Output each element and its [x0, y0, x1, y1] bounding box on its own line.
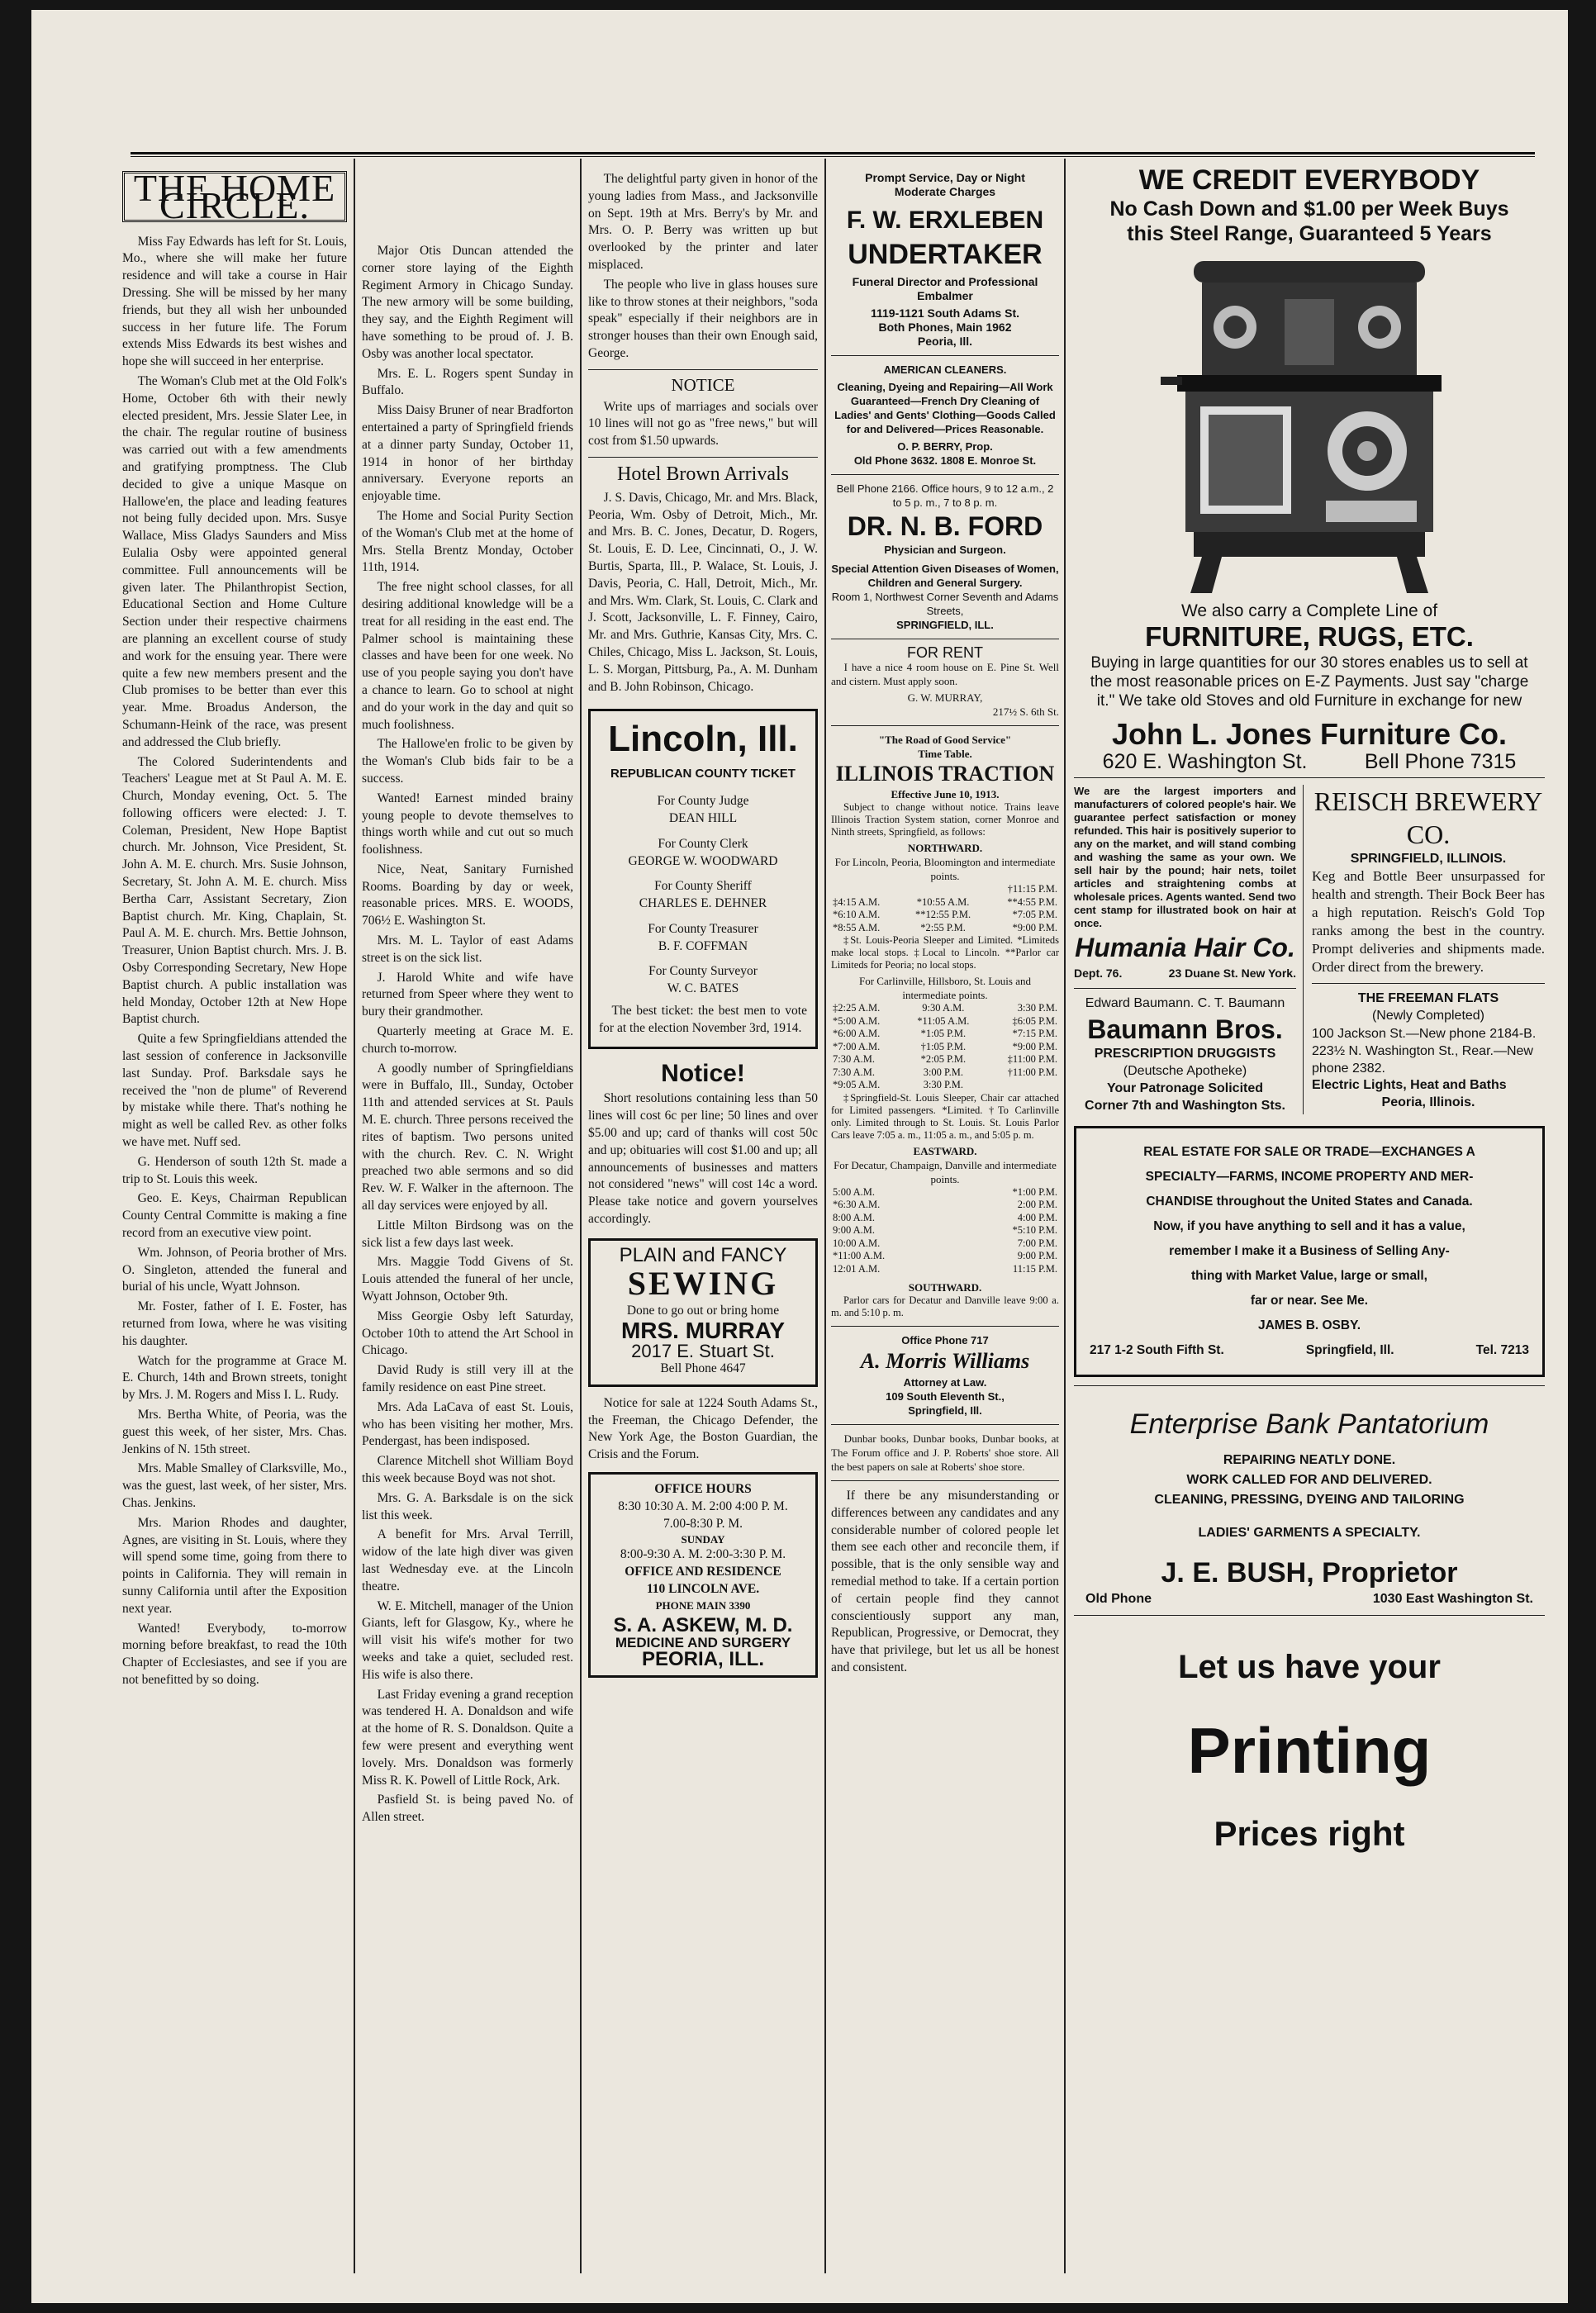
humania-body: We are the largest importers and manufacturers of colored people's hair. We guarantee perfect satisfaction or money refunded. This hair is positively superior to any on the market, and will stand combing and washing the same as your own. We sell hair by the pound; hair nets, toilet articles and straightening combs at wholesale prices. Agents wanted. Send two cent stamp for illustrated book on hair at once. [1074, 784, 1296, 929]
rent-addr: 217½ S. 6th St. [992, 705, 1059, 718]
rent-heading: FOR RENT [907, 644, 983, 661]
left-sub [1074, 785, 1304, 1115]
news-item: Nice, Neat, Sanitary Furnished Rooms. Boarding by day or week, reasonable prices. MRS. E. WOODS, 706½ E. Washington St. [362, 862, 573, 929]
divider [1074, 988, 1296, 989]
timetable-cell: 5:00 A.M. [833, 1185, 876, 1198]
sewing-line1: PLAIN and FANCY [619, 1243, 787, 1266]
reisch-city: SPRINGFIELD, ILLINOIS. [1350, 851, 1507, 866]
party-item: The delightful party given in honor of the young ladies from Mass., and Jacksonville on Sept. 19th at Mrs. Berry's by Mr. and Mrs. O. P. Berry was written up but overlooked by the printer and later misplaced. [588, 172, 818, 272]
rent-text: I have a nice 4 room house on E. Pine St. Well and cistern. Must apply soon. [831, 661, 1059, 687]
erxleben-sub: Funeral Director and Professional Embalmer [852, 275, 1038, 302]
cleaners-heading: AMERICAN CLEANERS. [883, 363, 1007, 376]
askew-addr: 110 LINCOLN AVE. [646, 1582, 760, 1596]
timetable-cell: *8:55 A.M. [833, 921, 881, 933]
ticket-office: For County Treasurer [648, 921, 758, 936]
timetable-cell: *10:55 A.M. [916, 895, 970, 908]
humania-name: Humania Hair Co. [1075, 932, 1295, 962]
northward-heading: NORTHWARD. [907, 842, 983, 854]
erxleben-ad [831, 171, 1059, 349]
timetable-cell [831, 883, 902, 896]
news-item: Miss Fay Edwards has left for St. Louis, Mo., where she will make her future residence and will take a course in Hair Dressing. She will be missed by her many friends, but they all wish her unbounded success in her future life. The Forum extends Miss Edwards its best wishes and hope she will succeed in her enterprise. [122, 234, 347, 369]
lincoln-subtitle: REPUBLICAN COUNTY TICKET [610, 767, 796, 781]
credit-head: WE CREDIT EVERYBODY [1138, 164, 1480, 196]
osby-line1: Now, if you have anything to sell and it has a value, [1153, 1219, 1465, 1234]
enterprise-line3: CLEANING, PRESSING, DYEING AND TAILORING [1154, 1493, 1465, 1508]
osby-line2: remember I make it a Business of Selling Any- [1169, 1244, 1450, 1259]
traction-slogan: "The Road of Good Service" [878, 734, 1012, 746]
osby-head3: CHANDISE throughout the United States and Canada. [1146, 1194, 1473, 1209]
news-item: Mrs. Maggie Todd Givens of St. Louis attended the funeral of her uncle, Wyatt Johnson, October 9th. [362, 1255, 573, 1304]
timetable-cell: ‡4:15 A.M. [833, 895, 881, 908]
freeman-city: Peoria, Illinois. [1381, 1095, 1475, 1109]
enterprise-line2: WORK CALLED FOR AND DELIVERED. [1186, 1473, 1432, 1488]
traction-effective: Effective June 10, 1913. [891, 788, 1000, 800]
erxleben-top2: Moderate Charges [894, 185, 996, 198]
ticket-candidate: B. F. COFFMAN [658, 938, 748, 953]
timetable-cell: 11:15 P.M. [1012, 1262, 1057, 1275]
baumann-sub: PRESCRIPTION DRUGGISTS [1094, 1047, 1276, 1062]
mid-row [1074, 785, 1545, 1115]
askew-specialty: MEDICINE AND SURGERY [615, 1634, 791, 1650]
credit-body: Buying in large quantities for our 30 stores enables us to sell at the most reasonable prices on E-Z Payments. Just say "charge it." We take old Stoves and old Furniture in exchange for new [1090, 653, 1529, 710]
news-item: Little Milton Birdsong was on the sick list a few days last week. [362, 1218, 573, 1250]
ford-phone: Bell Phone 2166. Office hours, 9 to 12 a.m., 2 to 5 p. m., 7 to 8 p. m. [836, 482, 1054, 509]
sale-text: Notice for sale at 1224 South Adams St., the Freeman, the Chicago Defender, the New York Age, the Boston Guardian, the Crisis and the Forum. [588, 1395, 818, 1462]
humania-dept: Dept. 76. [1074, 966, 1123, 980]
baumann-name: Baumann Bros. [1087, 1014, 1283, 1045]
timetable-cell: 7:00 P.M. [1017, 1237, 1057, 1249]
timetable-cell: 4:00 P.M. [1017, 1211, 1057, 1223]
osby-address: 217 1-2 South Fifth St. [1090, 1343, 1224, 1358]
timetable-cell: 10:00 A.M. [833, 1237, 881, 1249]
askew-hours3: 8:00-9:30 A. M. 2:00-3:30 P. M. [620, 1547, 786, 1562]
news-item: Mrs. M. L. Taylor of east Adams street is on the sick list. [362, 933, 573, 965]
timetable-row [831, 896, 1059, 910]
credit-footer [1074, 749, 1545, 773]
timetable-cell: **12:55 P.M. [915, 909, 971, 920]
top-rule [131, 152, 1535, 157]
column-4 [831, 171, 1059, 2302]
timetable-cell: 7:30 A.M. [833, 1066, 876, 1078]
timetable-cell [949, 1237, 957, 1251]
news-item: Miss Daisy Bruner of near Bradforton entertained a party of Springfield friends at a dinner party Sunday, October 11, 1914 in honor of her birthday anniversary. Everyone reports an enjoyable time. [362, 403, 573, 504]
northward-notes: ‡St. Louis-Peoria Sleeper and Limited. *Limiteds make local stops. ‡Local to Lincoln. **Parlor car Limiteds for Peoria; no local stops. [831, 934, 1059, 971]
timetable-cell [949, 1199, 957, 1212]
askew-hours-head: OFFICE HOURS [654, 1482, 752, 1497]
credit-sub2: this Steel Range, Guaranteed 5 Years [1127, 222, 1492, 245]
news-item: Miss Georgie Osby left Saturday, October 10th to attend the Art School in Chicago. [362, 1308, 573, 1358]
news-item: The Home and Social Purity Section of the Woman's Club met at the home of Mrs. Stella Brentz Monday, October 11th, 1914. [362, 508, 573, 575]
timetable-cell: *11:00 A.M. [833, 1250, 886, 1261]
news-item: Mrs. E. L. Rogers spent Sunday in Buffalo. [362, 366, 573, 398]
ticket-candidate: W. C. BATES [667, 981, 739, 996]
reisch-name: REISCH BREWERY CO. [1313, 786, 1543, 849]
column-3 [588, 171, 818, 2302]
timetable-cell [949, 1250, 957, 1263]
freeman-body: 100 Jackson St.—New phone 2184-B. 223½ N. Washington St., Rear.—New phone 2382. [1312, 1026, 1537, 1076]
rent-name: G. W. MURRAY, [907, 691, 983, 704]
news-item: Mrs. Ada LaCava of east St. Louis, who has been visiting her mother, Mrs. Pendergast, has been indisposed. [362, 1399, 573, 1449]
dunbar-text: Dunbar books, Dunbar books, Dunbar books, at The Forum office and J. P. Roberts' shoe store. All the best papers on sale at Roberts' shoe store. [831, 1432, 1059, 1473]
osby-head1: REAL ESTATE FOR SALE OR TRADE—EXCHANGES A [1143, 1145, 1475, 1160]
timetable-cell: *7:00 A.M. [833, 1040, 881, 1052]
timetable-cell [949, 1186, 957, 1199]
enterprise-line1: REPAIRING NEATLY DONE. [1223, 1453, 1396, 1468]
news-item: Quarterly meeting at Grace M. E. church to-morrow. [362, 1024, 573, 1056]
williams-phone: Office Phone 717 [901, 1334, 989, 1346]
steel-range-illustration [1161, 253, 1458, 600]
ticket-candidate: CHARLES E. DEHNER [639, 896, 767, 911]
timetable-cell: †11:00 P.M. [1007, 1066, 1057, 1078]
sewing-ad [588, 1238, 818, 1387]
freeman-heading: THE FREEMAN FLATS [1357, 991, 1499, 1006]
timetable-cell: *5:00 A.M. [833, 1014, 881, 1027]
sewing-address: 2017 E. Stuart St. [631, 1341, 775, 1362]
timetable-row [831, 883, 1059, 896]
ford-special: Special Attention Given Diseases of Women, Children and General Surgery. [831, 563, 1059, 589]
osby-name: JAMES B. OSBY. [1257, 1318, 1361, 1333]
williams-city: Springfield, Ill. [908, 1404, 982, 1417]
timetable-cell: 9:00 P.M. [1017, 1250, 1057, 1261]
reisch-body: Keg and Bottle Beer unsurpassed for health and strength. Their Bock Beer has a high reputation. Reisch's Gold Top ranks among the best in the country. Prompt deliveries and shipments made. Order direct from the brewery. [1312, 868, 1545, 976]
erxleben-addr: 1119-1121 South Adams St. [870, 306, 1019, 320]
baumann-patronage: Your Patronage Solicited [1106, 1081, 1264, 1095]
divider [588, 369, 818, 370]
enterprise-phone: Old Phone [1085, 1592, 1152, 1607]
timetable-cell: *6:00 A.M. [833, 1028, 881, 1039]
ford-room: Room 1, Northwest Corner Seventh and Adams Streets, [831, 591, 1059, 617]
osby-tel: Tel. 7213 [1475, 1343, 1529, 1358]
timetable-cell: †11:15 P.M. [1007, 883, 1057, 895]
osby-footer [1090, 1338, 1529, 1363]
timetable-cell: *6:10 A.M. [833, 909, 881, 920]
timetable-row [831, 1250, 1059, 1263]
timetable-cell [983, 1079, 1059, 1092]
erxleben-city: Peoria, Ill. [917, 335, 973, 348]
erxleben-top1: Prompt Service, Day or Night [865, 171, 1025, 184]
news-item: Watch for the programme at Grace M. E. Church, 14th and Brown streets, tonight by Mrs. J. M. Rogers and Miss I. L. Rudy. [122, 1353, 347, 1403]
divider [1074, 1615, 1545, 1616]
ticket-candidate: DEAN HILL [668, 810, 738, 825]
carlinville-notes: ‡Springfield-St. Louis Sleeper, Chair car attached for Limited passengers. *Limited. †To Carlinville only. Limited through to St. Louis. St. Louis Parlor Cars leave 7:05 a. m., 11:05 a. m., and 5:05 p. m. [831, 1091, 1059, 1141]
news-item: The Woman's Club met at the Old Folk's Home, October 6th with their newly elected president, Mrs. Jessie Slater Lee, in the chair. The regular routine of business was carried out with a few amendments and gratifying promptness. The Club decided to give a unique Masque on Hallowe'en, the place and leading features not being fully decided upon. Mrs. Susye Wallace, Miss Gladys Saunders and Miss Eulalia Osby were appointed general committee. Full announcements will be given later. The Philanthropist Section, Educational Section and Home Culture Section under their respective chairmens are planning an excellent course of study and work for the ensuing year. There were quite a few new members present and the Club promises to be better than ever this year. Mme. Broadus Anderson, the Schumann-Heink of the race, was present and addressed the Club briefly. [122, 373, 347, 749]
lincoln-ticket-ad [588, 709, 818, 1048]
askew-phone: PHONE MAIN 3390 [655, 1598, 751, 1612]
traction-name: ILLINOIS TRACTION [835, 762, 1055, 786]
timetable-cell [949, 1212, 957, 1225]
sewing-name: MRS. MURRAY [620, 1318, 786, 1344]
news-item: The Hallowe'en frolic to be given by the Woman's Club bids fair to be a success. [362, 737, 573, 786]
timetable-cell: 3:30 P.M. [1017, 1002, 1057, 1014]
traction-intro: Subject to change without notice. Trains leave Illinois Traction System station, corner Monroe and Ninth streets, Springfield, as follows: [831, 801, 1059, 838]
news-item: Wanted! Everybody, to-morrow morning before breakfast, to read the 10th Chapter of Ecclesiastes, and see if you are not benefitted by so doing. [122, 1621, 347, 1687]
timetable-row [831, 1053, 1059, 1066]
timetable-row [831, 1015, 1059, 1028]
timetable-row [831, 1212, 1059, 1225]
timetable-cell: 2:00 P.M. [1017, 1199, 1057, 1210]
credit-ad [1074, 164, 1545, 771]
southward-text: Parlor cars for Decatur and Danville leave 9:00 a. m. and 5:10 p. m. [831, 1294, 1059, 1318]
timetable-cell: ‡11:00 P.M. [1007, 1053, 1057, 1065]
newspaper-page [31, 10, 1568, 2303]
printing-ad [1074, 1646, 1545, 1855]
askew-name: S. A. ASKEW, M. D. [613, 1613, 793, 1636]
printing-line3: Prices right [1214, 1814, 1405, 1854]
news-item: A benefit for Mrs. Arval Terrill, widow of the late high diver was given last Wednesday eve. at the Lincoln theatre. [362, 1527, 573, 1593]
askew-hours2: 7.00-8:30 P. M. [663, 1516, 743, 1531]
timetable-cell: *2:05 P.M. [920, 1053, 967, 1065]
sewing-phone: Bell Phone 4647 [660, 1361, 746, 1376]
ford-city: SPRINGFIELD, ILL. [896, 619, 994, 631]
sewing-line2: SEWING [627, 1264, 779, 1302]
divider [831, 1424, 1059, 1425]
timetable-row [831, 1186, 1059, 1199]
enterprise-line4: LADIES' GARMENTS A SPECIALTY. [1198, 1526, 1421, 1541]
timetable-cell: ‡2:25 A.M. [833, 1002, 881, 1014]
divider [831, 1326, 1059, 1327]
baumann-names: Edward Baumann. C. T. Baumann [1085, 996, 1285, 1011]
timetable-row [831, 1041, 1059, 1054]
ticket-offices [599, 793, 807, 998]
timetable-row [831, 909, 1059, 922]
news-item: Last Friday evening a grand reception was tendered H. A. Donaldson and wife at the home of R. S. Donaldson. Quite a few were present and everything went lovely. Mrs. Donaldson was formerly Miss R. K. Powell of Little Rock, Ark. [362, 1687, 573, 1788]
timetable-cell: *2:55 P.M. [920, 921, 966, 933]
credit-furniture: FURNITURE, RUGS, ETC. [1145, 620, 1474, 652]
news-item: Mrs. Bertha White, of Peoria, was the guest this week, of her sister, Mrs. Chas. Jenkins of N. 15th street. [122, 1407, 347, 1456]
glass-houses-item: The people who live in glass houses sure like to throw stones at their neighbors, "soda speak" especially if their neighbors are in stronger houses than their own Enough said, George. [588, 277, 818, 360]
carlinville-sub: For Carlinville, Hillsboro, St. Louis and intermediate points. [859, 975, 1031, 1001]
timetable-cell [949, 1224, 957, 1237]
ticket-office: For County Sheriff [654, 879, 752, 894]
osby-head2: SPECIALTY—FARMS, INCOME PROPERTY AND MER- [1145, 1170, 1474, 1185]
news-item: Wm. Johnson, of Peoria brother of Mrs. O. Singleton, attended the funeral and burial of his uncle, Wyatt Johnson. [122, 1245, 347, 1294]
timetable-row [831, 1263, 1059, 1276]
ticket-candidate: GEORGE W. WOODWARD [628, 853, 778, 868]
enterprise-footer [1074, 1591, 1545, 1608]
timetable-cell: *9:05 A.M. [833, 1079, 881, 1090]
ford-sub: Physician and Surgeon. [884, 544, 1006, 556]
timetable-cell: *9:00 P.M. [1012, 921, 1057, 933]
divider [1074, 777, 1545, 778]
timetable-cell: *11:05 A.M. [917, 1014, 970, 1027]
credit-sub1: No Cash Down and $1.00 per Week Buys [1109, 197, 1509, 221]
timetable-row [831, 1224, 1059, 1237]
enterprise-name: Enterprise Bank Pantatorium [1129, 1408, 1489, 1441]
right-sub [1312, 785, 1545, 1115]
enterprise-ad [1074, 1406, 1545, 1608]
misunderstanding-text: If there be any misunderstanding or differences between any candidates and any considerable number of colored people let them see each other and reconcile them, if possible, that is the only sensible way and remedial method to take. If a certain portion of certain people find they cannot conscientiously support any man, Republican, Progressive, or Democrat, they have that privilege, but let us all be honest and consistent. [831, 1489, 1059, 1674]
printing-line2: Printing [1187, 1714, 1432, 1788]
cleaners-phone: Old Phone 3632. 1808 E. Monroe St. [853, 454, 1037, 467]
timetable-row [831, 922, 1059, 935]
news-item: David Rudy is still very ill at the family residence on east Pine street. [362, 1363, 573, 1394]
traction-timetable: Time Table. [918, 748, 972, 760]
askew-ad [588, 1472, 818, 1678]
news-item: A goodly number of Springfieldians were in Buffalo, Ill., Sunday, October 11th and attended services at St. Pauls M. E. church. Three persons received the rites of baptism. Two persons united with the church. Rev. C. N. Wright preached two able sermons and so did Rev. W. F. Walker in the afternoon. The all day services were enjoyed by all. [362, 1061, 573, 1213]
news-item: Mrs. Marion Rhodes and daughter, Agnes, are visiting in St. Louis, where they will spend some time, going from there to points in California. They will remain in sunny California until after the Exposition next year. [122, 1515, 347, 1616]
osby-city: Springfield, Ill. [1305, 1343, 1394, 1358]
news-item: Mr. Foster, father of I. E. Foster, has returned from Iowa, where he was visiting his daughter. [122, 1299, 347, 1348]
timetable-row [831, 1066, 1059, 1080]
baumann-corner: Corner 7th and Washington Sts. [1085, 1098, 1285, 1113]
home-circle-column-2 [362, 243, 573, 2303]
news-item: Wanted! Earnest minded brainy young people to devote themselves to things worth while and cut out so much foolishness. [362, 791, 573, 857]
divider [588, 457, 818, 458]
askew-office: OFFICE AND RESIDENCE [625, 1565, 781, 1579]
osby-line3: thing with Market Value, large or small, [1191, 1269, 1427, 1284]
timetable-cell: **4:55 P.M. [1007, 895, 1057, 908]
news-item: Clarence Mitchell shot William Boyd this week because Boyd was not shot. [362, 1454, 573, 1485]
timetable-cell: ‡6:05 P.M. [1012, 1014, 1057, 1027]
timetable-row [831, 1237, 1059, 1251]
timetable-row [831, 1079, 1059, 1092]
timetable-cell [949, 1263, 957, 1276]
timetable-cell: 8:00 A.M. [833, 1211, 876, 1223]
eastward-table [831, 1186, 1059, 1276]
divider [831, 474, 1059, 475]
divider [1312, 983, 1545, 984]
williams-addr: 109 South Eleventh St., [886, 1390, 1005, 1403]
credit-address: 620 E. Washington St. [1102, 749, 1308, 773]
ticket-office: For County Clerk [658, 836, 748, 851]
carlinville-table [831, 1002, 1059, 1092]
sewing-line3: Done to go out or bring home [626, 1303, 780, 1318]
news-item: Pasfield St. is being paved No. of Allen street. [362, 1793, 573, 1825]
osby-ad [1074, 1126, 1545, 1377]
timetable-cell: *7:15 P.M. [1012, 1028, 1057, 1039]
hotel-text: J. S. Davis, Chicago, Mr. and Mrs. Black, Peoria, Wm. Osby of Detroit, Mich., Mr. and Mrs. B. C. Jones, Decatur, D. Rogers, St. Louis, E. D. Lee, Cincinnati, O., J. W. Burtis, Sparta, Ill., P. Walace, St. Louis, J. Davis, Peoria, C. Hall, Detroit, Mich., Mr. and Mrs. Wm. Clark, St. Louis, C. Clark and J. Scott, Jacksonville, L. F. Finney, Cairo, Mr. and Mrs. Guthrie, Kansas City, Mrs. C. Chiles, Chicago, Miss L. Jackson, St. Louis, L. S. Morgan, Pittsburg, Pa., A. M. Dunham and B. John Robinson, Chicago. [588, 490, 818, 694]
credit-also: We also carry a Complete Line of [1180, 601, 1438, 620]
timetable-cell: *9:00 P.M. [1012, 1040, 1057, 1052]
northward-table [831, 883, 1059, 934]
northward-sub: For Lincoln, Peoria, Bloomington and intermediate points. [834, 856, 1056, 882]
erxleben-title: UNDERTAKER [848, 239, 1043, 270]
timetable-cell: 3:00 P.M. [923, 1066, 963, 1078]
eastward-sub: For Decatur, Champaign, Danville and intermediate points. [834, 1158, 1057, 1185]
news-item: Mrs. Mable Smalley of Clarksville, Mo., was the guest, last week, of her sister, Mrs. Chas. Jenkins. [122, 1461, 347, 1510]
askew-city: PEORIA, ILL. [641, 1648, 764, 1671]
timetable-cell: *5:10 P.M. [1012, 1224, 1057, 1236]
column-rule [354, 159, 355, 2273]
home-circle-items [122, 234, 347, 1689]
timetable-cell: *6:30 A.M. [833, 1199, 881, 1210]
timetable-row [831, 1028, 1059, 1041]
news-item: J. Harold White and wife have returned from Speer where they went to bury their grandmother. [362, 970, 573, 1019]
timetable-cell: 9:30 A.M. [922, 1002, 965, 1014]
credit-company: John L. Jones Furniture Co. [1111, 716, 1508, 751]
ticket-office: For County Judge [657, 794, 749, 809]
williams-name: A. Morris Williams [860, 1349, 1030, 1373]
notice-heading: NOTICE [671, 374, 735, 395]
news-item: G. Henderson of south 12th St. made a trip to St. Louis this week. [122, 1154, 347, 1186]
timetable-cell: 3:30 P.M. [923, 1079, 963, 1090]
column-rule [580, 159, 582, 2273]
home-circle-title: THE HOME CIRCLE. [122, 171, 347, 222]
ford-name: DR. N. B. FORD [847, 511, 1043, 541]
notice-text: Write ups of marriages and socials over 10 lines will not go as "free news," but will cost from $1.50 upwards. [588, 399, 818, 449]
ticket-office: For County Surveyor [648, 964, 758, 979]
eastward-heading: EASTWARD. [913, 1144, 977, 1157]
freeman-sub: (Newly Completed) [1371, 1009, 1485, 1024]
southward-heading: SOUTHWARD. [908, 1281, 982, 1294]
notice2-text: Short resolutions containing less than 50 lines will cost 6c per line; 50 lines and over $5.00 and up; card of thanks will cost 50c and up; obituaries will cost $1.00 and up; all announcements of businesses and matters not considered "news" will cost 14c a word. Please take notice and govern yourselves accordingly. [588, 1091, 818, 1227]
news-item: Mrs. G. A. Barksdale is on the sick list this week. [362, 1490, 573, 1522]
news-item: Quite a few Springfieldians attended the last session of conference in Jacksonville last Sunday. Prof. Barksdale says he received the "non de plume" of Reverend by mistake while there. That's nothing he might as well be called Rev. as other folks we have met. Nuff sed. [122, 1032, 347, 1150]
column-rule [824, 159, 826, 2273]
column-rule [1064, 159, 1066, 2273]
divider [831, 1480, 1059, 1481]
timetable-cell: 7:30 A.M. [833, 1053, 876, 1065]
news-item: The free night school classes, for all desiring additional knowledge will be a treat for all residing in the east end. The Palmer school is maintaining these classes and have been for one week. No use of you people saying you don't have a chance to learn. Go to school at night and do your work in the day and quit so much foolishness. [362, 580, 573, 732]
enterprise-addr: 1030 East Washington St. [1372, 1592, 1533, 1607]
askew-hours1: 8:30 10:30 A. M. 2:00 4:00 P. M. [618, 1498, 788, 1513]
timetable-row [831, 1199, 1059, 1212]
askew-sunday: SUNDAY [681, 1533, 725, 1546]
freeman-electric: Electric Lights, Heat and Baths [1312, 1077, 1507, 1092]
timetable-cell: 12:01 A.M. [833, 1262, 881, 1275]
timetable-cell: 9:00 A.M. [833, 1224, 876, 1236]
news-item: Major Otis Duncan attended the corner store laying of the Eighth Regiment Armory in Chicago Sunday. The new armory will be some building, they say, and the Eighth Regiment will have something to be proud of. J. B. Osby was another local spectator. [362, 244, 573, 361]
home-circle-column-1 [122, 171, 347, 2302]
lincoln-title: Lincoln, Ill. [608, 719, 798, 760]
timetable-cell [902, 883, 984, 896]
news-item: Geo. E. Keys, Chairman Republican County Central Committe is making a fine record from an executive view point. [122, 1191, 347, 1241]
humania-addr: 23 Duane St. New York. [1168, 966, 1296, 980]
timetable-row [831, 1002, 1059, 1015]
williams-sub: Attorney at Law. [903, 1376, 987, 1389]
notice2-heading: Notice! [661, 1059, 745, 1087]
home-circle-items-2 [362, 243, 573, 1826]
hotel-heading: Hotel Brown Arrivals [617, 463, 789, 485]
printing-line1: Let us have your [1178, 1649, 1441, 1686]
cleaners-prop: O. P. BERRY, Prop. [897, 440, 993, 453]
timetable-cell: *1:00 P.M. [1012, 1185, 1057, 1198]
cleaners-text: Cleaning, Dyeing and Repairing—All Work Guaranteed—French Dry Cleaning of Ladies' and Gents' Clothing—Goods Called for and Delivered—Prices Reasonable. [834, 381, 1056, 435]
divider [831, 355, 1059, 356]
timetable-cell: †1:05 P.M. [920, 1040, 967, 1052]
divider [1074, 1385, 1545, 1386]
erxleben-name: F. W. ERXLEBEN [846, 207, 1044, 234]
news-item: The Colored Suderintendents and Teachers' League met at St Paul A. M. E. Church, Monday evening, Oct. 5. The following officers were elected: J. T. Coleman, President, New Hope Baptist church. Mr. Johnson, Vice President, St. John A. M. E. church. Mrs. Susie Johnson, Secretary, St. John A. M. E. church. Miss Bertha Carr, Assistant Secretary, Zion Baptist church. Mr. King, Chaplain, St. Paul A. M. E. church. Mrs. Bettie Johnson, Treasurer, Union Baptist church. Mrs. J. B. Osby Corresponding Secretary, New Hope Baptist church. A public installation was held Monday, October 12th at New Hope Baptist church. [122, 754, 347, 1027]
erxleben-phones: Both Phones, Main 1962 [878, 321, 1012, 334]
credit-phone: Bell Phone 7315 [1364, 749, 1517, 773]
news-item: W. E. Mitchell, manager of the Union Giants, left for Glasgow, Ky., where he will visit his wife's mother for two weeks and take a quiet, secluded rest. His wife is also there. [362, 1598, 573, 1682]
right-advertisements [1074, 164, 1545, 2295]
enterprise-proprietor: J. E. BUSH, Proprietor [1161, 1557, 1458, 1589]
humania-footer [1074, 965, 1296, 982]
timetable-cell: *7:05 P.M. [1012, 909, 1057, 920]
osby-line4: far or near. See Me. [1250, 1294, 1369, 1308]
timetable-cell: *1:05 P.M. [920, 1028, 967, 1039]
divider [831, 725, 1059, 726]
baumann-de: (Deutsche Apotheke) [1123, 1063, 1247, 1078]
ticket-closing: The best ticket: the best men to vote for at the election November 3rd, 1914. [599, 1004, 807, 1035]
